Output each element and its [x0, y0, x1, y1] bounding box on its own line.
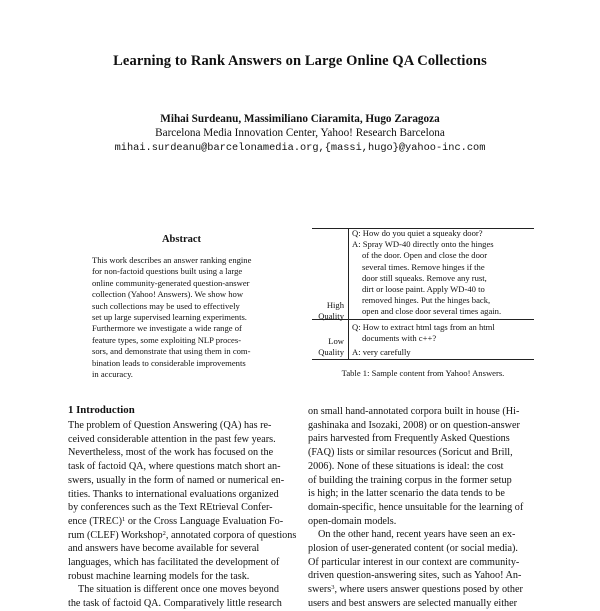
abstract-line: in accuracy. [92, 369, 133, 380]
abstract-line: collection (Yahoo! Answers). We show how [92, 289, 244, 300]
abstract-line: set up large supervised learning experiments. [92, 312, 247, 323]
body-line: by conferences such as the Text REtrieval Confer- [68, 502, 273, 514]
body-line: languages, which has facilitated the development of [68, 557, 280, 569]
abstract-line: This work describes an answer ranking engine [92, 255, 252, 265]
body-line: gashinaka and Isozaki, 2008) or on question-answer [308, 419, 520, 431]
body-text: swers [308, 584, 332, 596]
table-label-high-quality: Quality [318, 311, 344, 322]
body-line: swers, usually in the form of named or numerical en- [68, 474, 285, 486]
table-high-line: several times. Remove hinges if the [362, 261, 485, 272]
body-line: on small hand-annotated corpora built in house (Hi- [308, 406, 520, 417]
body-line: users and best answers are selected manually either [308, 597, 518, 609]
abstract-heading: Abstract [161, 234, 202, 245]
paper-title: Learning to Rank Answers on Large Online QA Collections [113, 53, 487, 69]
body-line: (FAQ) lists or similar resources (Soricut and Brill, [308, 447, 513, 459]
body-line: driven question-answering sites, such as Yahoo! An- [308, 570, 522, 582]
table-rule-middle [312, 319, 534, 320]
body-line: 2006). None of these situations is ideal: the cost [308, 460, 504, 472]
abstract-line: online community-generated question-answer [92, 277, 250, 288]
table-low-line: A: very carefully [352, 347, 411, 357]
footnote-mark: 2 [162, 529, 166, 537]
body-line [308, 583, 536, 597]
table-high-line: Q: How do you quiet a squeaky door? [352, 228, 483, 238]
body-line: The problem of Question Answering (QA) has re- [68, 420, 272, 431]
paper-affiliation: Barcelona Media Innovation Center, Yahoo! Research Barcelona [155, 127, 445, 139]
body-line [68, 515, 296, 529]
body-line: On the other hand, recent years have seen an ex- [318, 529, 516, 541]
body-line: of building the training corpus in the former setup [308, 474, 512, 486]
body-line: pairs harvested from Frequently Asked Questions [308, 433, 510, 445]
body-line: task of factoid QA, where questions match short an- [68, 461, 281, 473]
abstract-line: bination leads to considerable improvements [92, 357, 246, 368]
abstract-body [92, 255, 272, 380]
table-high-line: A: Spray WD-40 directly onto the hinges [352, 239, 494, 250]
body-text: ence (TREC) [68, 515, 123, 527]
table-label-low: Low [328, 336, 344, 346]
body-line: Of particular interest in our context are community- [308, 556, 520, 568]
table-high-line: of the door. Open and close the door [362, 250, 488, 261]
table-high-line: dirt or loose paint. Apply WD-40 to [362, 284, 485, 294]
body-line: ceived considerable attention in the past few years. [68, 433, 276, 445]
body-line: and answers have become available for several [68, 543, 260, 555]
body-line: plosion of user-generated content (or social media). [308, 543, 518, 555]
footnote-mark: 3 [331, 584, 335, 592]
abstract-line: such collections may be used to effectively [92, 300, 240, 311]
table-high-line: door still squeaks. Remove any rust, [362, 272, 487, 283]
table-label-low-quality: Quality [318, 347, 344, 358]
body-line: robust machine learning models for the task. [68, 570, 250, 582]
table-rule-bottom [312, 359, 534, 360]
body-line: domain-specific, hence unsuitable for the learning of [308, 501, 524, 513]
body-line [68, 529, 296, 543]
body-line: The situation is different once one moves beyond [78, 584, 279, 596]
table-column-divider [348, 228, 349, 359]
paper-authors: Mihai Surdeanu, Massimiliano Ciaramita, Hugo Zaragoza [160, 113, 440, 125]
right-column-text [308, 405, 536, 611]
body-line: the task of factoid QA. Comparatively little research [68, 598, 282, 610]
abstract-line: sors, and demonstrate that using them in com- [92, 346, 251, 357]
abstract-line: Furthermore we investigate a wide range of [92, 323, 242, 334]
body-line: is high; in the latter scenario the data tends to be [308, 488, 505, 500]
table-label-high: High [326, 300, 344, 310]
body-text: , annotated corpora of questions [165, 529, 297, 541]
body-line: tities. Thanks to international evaluations organized [68, 488, 279, 500]
footnote-mark: 1 [122, 515, 126, 523]
abstract-line: feature types, some exploiting NLP proces- [92, 334, 242, 345]
section-heading-introduction: 1 Introduction [68, 404, 135, 416]
body-line: Nevertheless, most of the work has focused on the [68, 447, 274, 459]
body-line: open-domain models. [308, 515, 397, 527]
body-text: or the Cross Language Evaluation Fo- [125, 515, 284, 527]
table-high-line: removed hinges. Put the hinges back, [362, 295, 491, 306]
paper-email: mihai.surdeanu@barcelonamedia.org,{massi,hugo}@yahoo-inc.com [114, 142, 486, 154]
table-high-line: open and close door several times again. [362, 306, 502, 317]
table-low-line: Q: How to extract html tags from an html [352, 322, 495, 332]
body-text: rum (CLEF) Workshop [68, 529, 163, 541]
abstract-line: for non-factoid questions built using a large [92, 266, 243, 277]
left-column-text [68, 419, 296, 611]
table-caption: Table 1: Sample content from Yahoo! Answers. [341, 368, 505, 378]
table-low-line: documents with c++? [362, 333, 437, 344]
body-text: , where users answer questions posed by other [334, 584, 523, 596]
